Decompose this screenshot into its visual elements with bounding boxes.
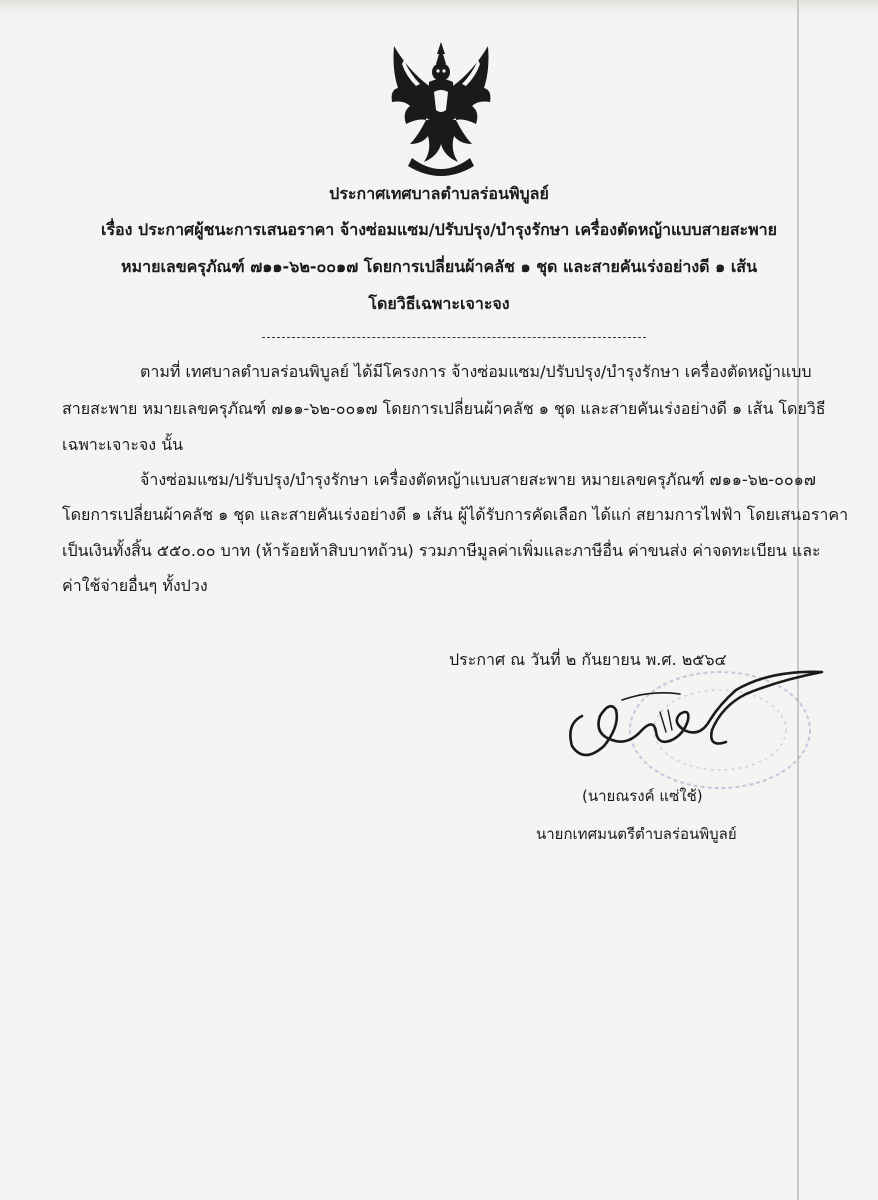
- garuda-emblem-icon: [388, 40, 494, 178]
- signatory-position: นายกเทศมนตรีตำบลร่อนพิบูลย์: [536, 825, 737, 843]
- announcement-heading: ประกาศเทศบาลตำบลร่อนพิบูลย์: [329, 184, 549, 203]
- handwritten-signature-icon: [560, 660, 830, 770]
- paragraph-1-line-3: เฉพาะเจาะจง นั้น: [62, 435, 184, 454]
- paragraph-2-line-2: โดยการเปลี่ยนผ้าคลัช ๑ ชุด และสายคันเร่งอย่างดี ๑ เส้น ผู้ได้รับการคัดเลือก ได้แก่ สยามการไฟฟ้า โดยเสนอราคา: [62, 505, 849, 524]
- subject-line-2: หมายเลขครุภัณฑ์ ๗๑๑-๖๒-๐๐๑๗ โดยการเปลี่ยนผ้าคลัช ๑ ชุด และสายคันเร่งอย่างดี ๑ เส้น: [120, 257, 758, 276]
- paragraph-1-line-1: ตามที่ เทศบาลตำบลร่อนพิบูลย์ ได้มีโครงการ จ้างซ่อมแซม/ปรับปรุง/บำรุงรักษา เครื่องตัดหญ้าแบบ: [140, 362, 812, 381]
- paragraph-1-line-2: สายสะพาย หมายเลขครุภัณฑ์ ๗๑๑-๖๒-๐๐๑๗ โดยการเปลี่ยนผ้าคลัช ๑ ชุด และสายคันเร่งอย่างดี ๑ เส้น โดยวิธี: [62, 399, 826, 418]
- scan-edge: [0, 0, 878, 14]
- paragraph-2-line-4: ค่าใช้จ่ายอื่นๆ ทั้งปวง: [62, 576, 208, 595]
- announcement-date: ประกาศ ณ วันที่ ๒ กันยายน พ.ศ. ๒๕๖๔: [449, 650, 727, 669]
- page-fold-line: [797, 0, 799, 1200]
- subject-line: เรื่อง ประกาศผู้ชนะการเสนอราคา จ้างซ่อมแซม/ปรับปรุง/บำรุงรักษา เครื่องตัดหญ้าแบบสายสะพาย: [100, 220, 777, 239]
- signatory-name: (นายณรงค์ แซ่ใช้): [582, 787, 703, 805]
- subject-line-3: โดยวิธีเฉพาะเจาะจง: [368, 294, 510, 313]
- divider-line: [262, 337, 646, 338]
- paragraph-2-line-1: จ้างซ่อมแซม/ปรับปรุง/บำรุงรักษา เครื่องตัดหญ้าแบบสายสะพาย หมายเลขครุภัณฑ์ ๗๑๑-๖๒-๐๐๑๗: [140, 470, 816, 489]
- paragraph-2-line-3: เป็นเงินทั้งสิ้น ๕๕๐.๐๐ บาท (ห้าร้อยห้าสิบบาทถ้วน) รวมภาษีมูลค่าเพิ่มและภาษีอื่น ค่าขนส่ง ค่าจดทะเบียน และ: [62, 541, 821, 560]
